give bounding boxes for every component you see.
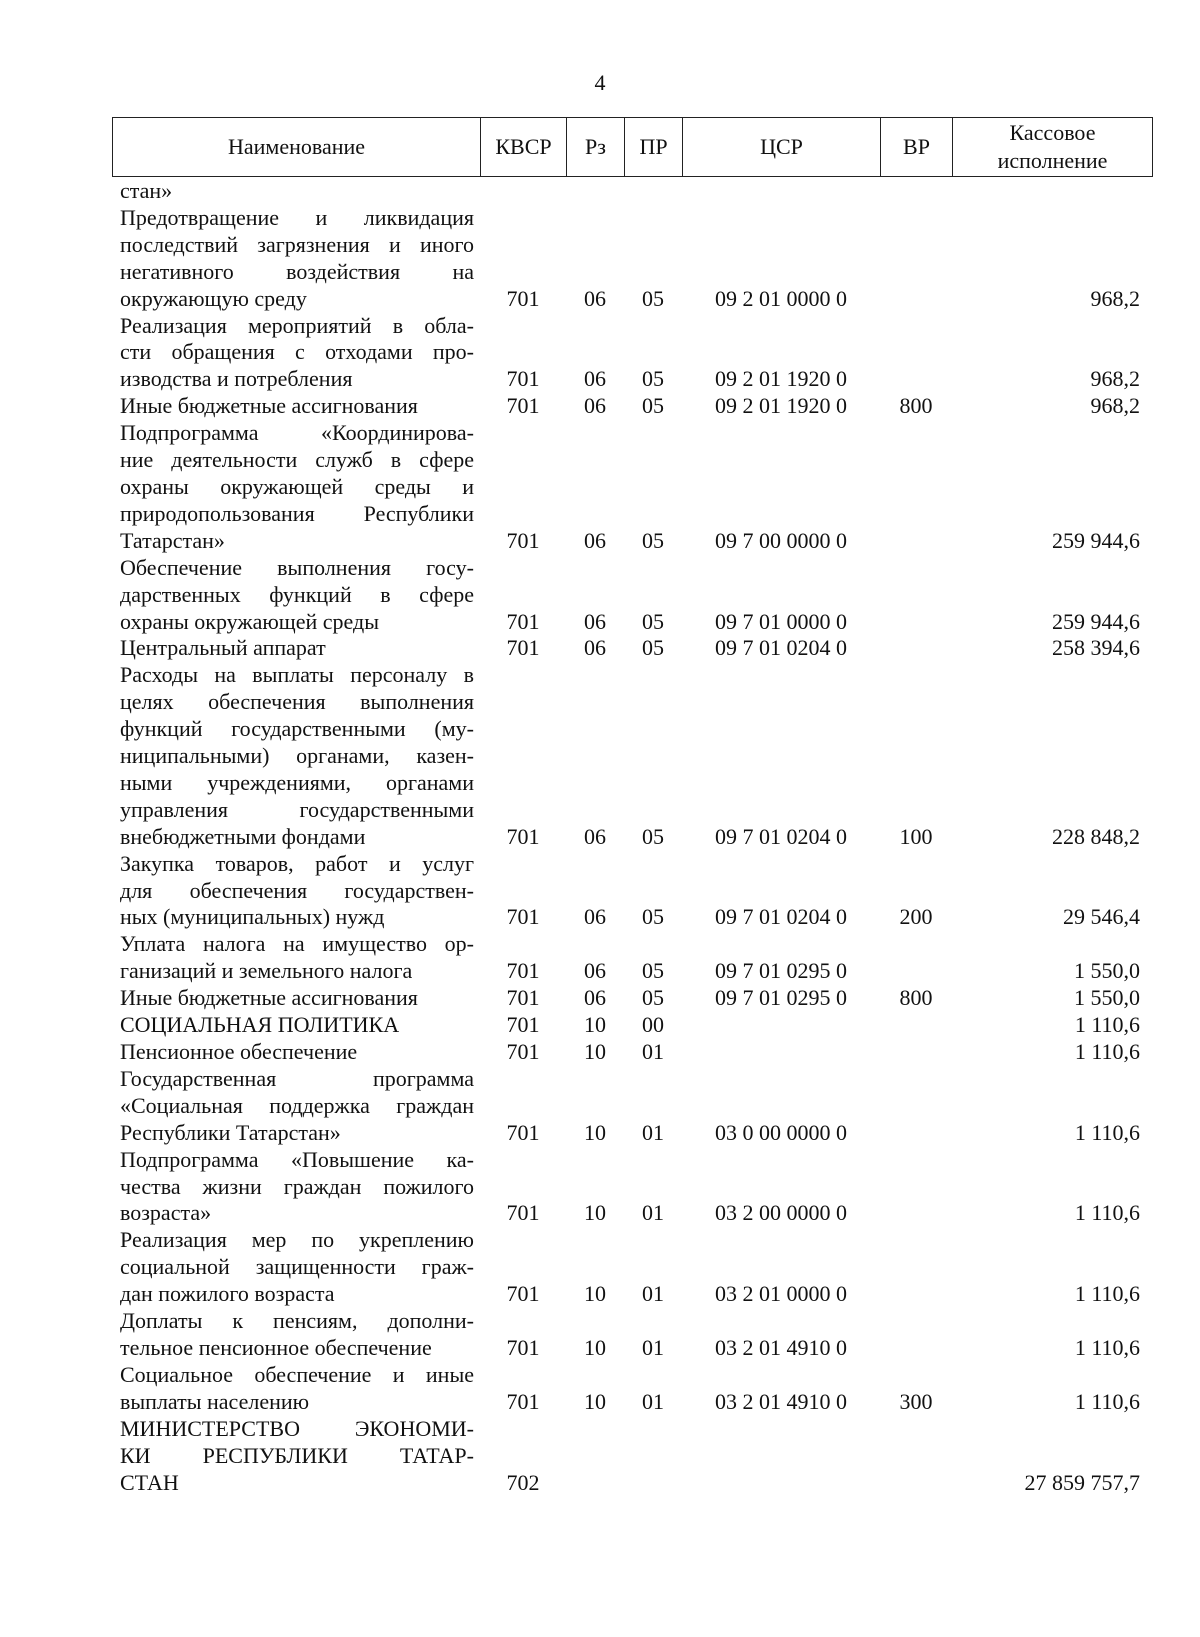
row-name-line: сти обращения с отходами про- [120,339,474,365]
header-kvsr: КВСР [481,118,567,177]
table-row [112,851,1152,932]
row-vr: 100 [899,823,933,849]
table-row [112,1362,1152,1416]
row-name-line: Обеспечение выполнения госу- [120,554,474,580]
row-name-line: МИНИСТЕРСТВО ЭКОНОМИ- [120,1415,474,1441]
table-row [112,1147,1152,1228]
row-vr: 800 [899,985,933,1011]
row-name-line: Реализация мер по укреплению [120,1227,474,1253]
row-rz: 06 [584,635,606,661]
row-csr: 09 2 01 0000 0 [715,285,847,311]
row-name-line: социальной защищенности граж- [120,1254,474,1280]
table-row [112,662,1152,850]
row-name-line: для обеспечения государствен- [120,877,474,903]
row-csr: 03 2 01 4910 0 [715,1334,847,1360]
header-sum-line1: Кассовое [1009,120,1096,145]
row-name [112,1147,480,1228]
row-csr: 09 2 01 1920 0 [715,393,847,419]
row-rz: 10 [584,1039,606,1064]
table-row [112,1012,1152,1039]
row-name [112,555,480,636]
row-kvsr: 701 [506,1012,540,1038]
row-vr: 300 [899,1388,933,1414]
row-name-line: негативного воздействия на [120,258,474,284]
row-csr: 09 7 01 0204 0 [715,635,847,661]
row-sum: 1 110,6 [1074,1039,1140,1064]
table-row [112,635,1152,662]
header-sum-line2: исполнение [997,148,1108,173]
row-pr: 01 [642,1119,664,1145]
row-pr: 01 [642,1039,664,1064]
row-sum: 29 546,4 [1063,904,1140,930]
row-sum: 259 944,6 [1052,527,1140,553]
row-rz: 10 [584,1012,606,1038]
row-pr: 01 [642,1200,664,1226]
row-csr: 09 7 01 0204 0 [715,904,847,930]
row-rz: 06 [584,393,606,419]
row-name-line: Государственная программа [120,1065,474,1091]
row-name [112,1039,480,1066]
row-sum: 1 110,6 [1074,1281,1140,1307]
row-pr: 05 [642,366,664,392]
row-name-line: Расходы на выплаты персоналу в [120,662,474,688]
row-kvsr: 701 [506,1334,540,1360]
row-kvsr: 701 [506,823,540,849]
table-row [112,555,1152,636]
row-pr: 05 [642,904,664,930]
row-kvsr: 701 [506,285,540,311]
table-row [112,1066,1152,1147]
header-name: Наименование [113,118,481,177]
row-kvsr: 701 [506,366,540,392]
table-row [112,1416,1152,1497]
row-pr: 05 [642,958,664,984]
page-number: 4 [594,70,606,95]
table-row [112,1308,1152,1362]
header-vr: ВР [881,118,953,177]
row-name-line: «Социальная поддержка граждан [120,1092,474,1118]
row-kvsr: 701 [506,1388,540,1414]
row-rz: 06 [584,904,606,930]
row-kvsr: 702 [506,1469,540,1495]
table-row [112,178,1152,205]
row-csr: 09 7 01 0204 0 [715,823,847,849]
row-csr: 09 7 01 0000 0 [715,608,847,634]
row-rz: 10 [584,1200,606,1226]
row-name-line: дан пожилого возраста [120,1281,335,1307]
row-name-line: ными учреждениями, органами [120,769,474,795]
row-name-line: Уплата налога на имущество ор- [120,931,474,957]
row-name [112,393,480,420]
row-name [112,985,480,1012]
table-body [112,178,1152,1496]
row-rz: 10 [584,1334,606,1360]
row-name-line: ганизаций и земельного налога [120,958,413,984]
row-sum: 1 110,6 [1074,1200,1140,1226]
row-sum: 1 110,6 [1074,1334,1140,1360]
row-name [112,1416,480,1497]
row-rz: 06 [584,285,606,311]
row-kvsr: 701 [506,904,540,930]
row-name [112,1012,480,1039]
row-rz: 06 [584,608,606,634]
header-pr: ПР [625,118,683,177]
row-name-line: Подпрограмма «Повышение ка- [120,1146,474,1172]
table-row [112,1227,1152,1308]
row-name [112,313,480,394]
row-name-line: чества жизни граждан пожилого [120,1173,474,1199]
row-pr: 05 [642,608,664,634]
row-kvsr: 701 [506,1039,540,1064]
row-rz: 06 [584,823,606,849]
row-kvsr: 701 [506,1281,540,1307]
row-name-line: дарственных функций в сфере [120,581,474,607]
row-name-line: стан» [120,178,173,203]
row-csr: 09 7 00 0000 0 [715,527,847,553]
row-name-line: выплаты населению [120,1388,310,1414]
header-csr: ЦСР [683,118,881,177]
header-rz: Рз [567,118,625,177]
row-sum: 258 394,6 [1052,635,1140,661]
row-name [112,1227,480,1308]
row-sum: 1 110,6 [1074,1119,1140,1145]
row-name [112,205,480,313]
row-name [112,635,480,662]
table-row [112,931,1152,985]
row-pr: 05 [642,635,664,661]
row-name-line: функций государственными (му- [120,716,474,742]
row-name [112,420,480,555]
row-csr: 03 2 00 0000 0 [715,1200,847,1226]
row-name-line: охраны окружающей среды [120,608,379,634]
table-row [112,205,1152,313]
row-name [112,931,480,985]
row-name [112,1362,480,1416]
header-sum [953,118,1153,177]
row-sum: 259 944,6 [1052,608,1140,634]
row-name-line: Реализация мероприятий в обла- [120,312,474,338]
table-row [112,420,1152,555]
row-pr: 05 [642,285,664,311]
row-name-line: тельное пенсионное обеспечение [120,1334,432,1360]
row-vr: 200 [899,904,933,930]
row-name-line: целях обеспечения выполнения [120,689,474,715]
row-kvsr: 701 [506,1119,540,1145]
row-rz: 10 [584,1119,606,1145]
row-rz: 06 [584,958,606,984]
row-sum: 1 110,6 [1074,1012,1140,1038]
row-pr: 05 [642,527,664,553]
row-name [112,1066,480,1147]
table-row [112,313,1152,394]
row-csr: 03 0 00 0000 0 [715,1119,847,1145]
row-name-line: последствий загрязнения и иного [120,231,474,257]
row-pr: 01 [642,1388,664,1414]
row-name-line: Доплаты к пенсиям, дополни- [120,1308,474,1334]
row-sum: 1 550,0 [1074,958,1140,984]
row-pr: 05 [642,985,664,1011]
row-name-line: ных (муниципальных) нужд [120,904,385,930]
row-pr: 05 [642,823,664,849]
row-name-line: СТАН [120,1469,179,1495]
row-name-line: природопользования Республики [120,500,474,526]
table-row [112,1039,1152,1066]
row-rz: 10 [584,1388,606,1414]
row-pr: 00 [642,1012,664,1038]
row-kvsr: 701 [506,608,540,634]
row-name [112,1308,480,1362]
row-csr: 09 2 01 1920 0 [715,366,847,392]
row-vr: 800 [899,393,933,419]
table-row [112,985,1152,1012]
row-name-line: окружающую среду [120,285,307,311]
row-sum: 228 848,2 [1052,823,1140,849]
row-name-line: охраны окружающей среды и [120,473,474,499]
row-name-line: Татарстан» [120,527,225,553]
row-name-line: Подпрограмма «Координирова- [120,420,474,446]
row-name-line: Иные бюджетные ассигнования [120,985,418,1011]
row-name-line: ние деятельности служб в сфере [120,447,474,473]
row-csr: 03 2 01 0000 0 [715,1281,847,1307]
row-kvsr: 701 [506,958,540,984]
row-csr: 09 7 01 0295 0 [715,985,847,1011]
row-pr: 01 [642,1334,664,1360]
row-sum: 27 859 757,7 [1024,1469,1140,1495]
row-sum: 1 110,6 [1074,1388,1140,1414]
row-name [112,178,480,205]
row-kvsr: 701 [506,1200,540,1226]
table-header [112,117,1153,177]
row-kvsr: 701 [506,635,540,661]
row-sum: 1 550,0 [1074,985,1140,1011]
row-kvsr: 701 [506,393,540,419]
row-sum: 968,2 [1090,393,1140,419]
row-name-line: изводства и потребления [120,366,353,392]
row-name [112,662,480,850]
row-sum: 968,2 [1090,366,1140,392]
row-pr: 05 [642,393,664,419]
row-rz: 06 [584,527,606,553]
row-name [112,851,480,932]
row-kvsr: 701 [506,527,540,553]
row-name-line: ниципальными) органами, казен- [120,743,474,769]
row-name-line: внебюджетными фондами [120,823,366,849]
row-csr: 03 2 01 4910 0 [715,1388,847,1414]
row-sum: 968,2 [1090,285,1140,311]
row-name-line: Пенсионное обеспечение [120,1039,358,1064]
row-name-line: возраста» [120,1200,212,1226]
row-rz: 06 [584,985,606,1011]
row-pr: 01 [642,1281,664,1307]
row-rz: 10 [584,1281,606,1307]
table-row [112,393,1152,420]
row-name-line: Предотвращение и ликвидация [120,204,474,230]
row-name-line: Центральный аппарат [120,635,326,661]
row-name-line: Республики Татарстан» [120,1119,341,1145]
row-kvsr: 701 [506,985,540,1011]
row-csr: 09 7 01 0295 0 [715,958,847,984]
row-name-line: КИ РЕСПУБЛИКИ ТАТАР- [120,1442,474,1468]
row-name-line: Иные бюджетные ассигнования [120,393,418,419]
row-name-line: управления государственными [120,796,474,822]
row-name-line: Закупка товаров, работ и услуг [120,850,474,876]
row-name-line: СОЦИАЛЬНАЯ ПОЛИТИКА [120,1012,400,1038]
row-rz: 06 [584,366,606,392]
row-name-line: Социальное обеспечение и иные [120,1361,474,1387]
